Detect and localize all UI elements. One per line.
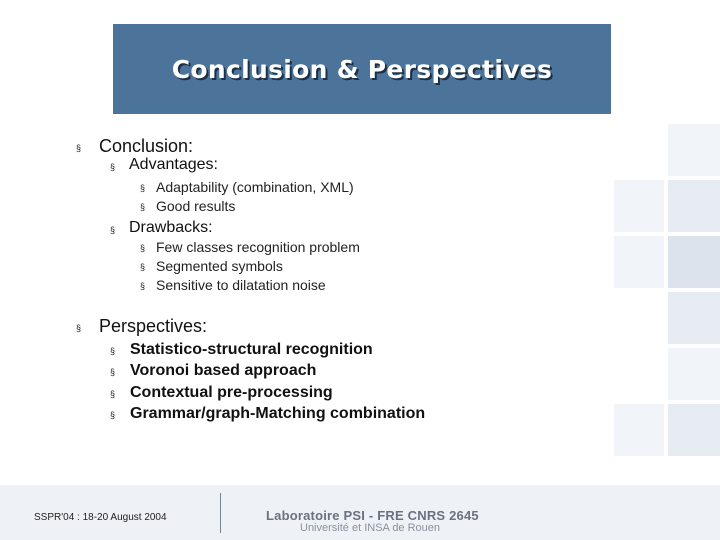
decorative-square <box>668 236 720 288</box>
bullet-icon: § <box>110 225 116 235</box>
slide-title: Conclusion & Perspectives <box>171 54 553 84</box>
decorative-square <box>614 180 664 232</box>
drawbacks-heading: Drawbacks: <box>129 219 213 236</box>
decorative-square <box>668 292 720 344</box>
bullet-icon: § <box>110 389 116 399</box>
drawback-item: Sensitive to dilatation noise <box>156 277 326 293</box>
decorative-square <box>668 348 720 400</box>
drawback-item: Few classes recognition problem <box>156 239 360 255</box>
bullet-icon: § <box>140 281 146 291</box>
decorative-square <box>668 404 720 456</box>
footer-divider <box>220 493 221 533</box>
bullet-icon: § <box>110 346 116 356</box>
lab-logo <box>266 508 479 536</box>
bullet-icon: § <box>110 410 116 420</box>
decorative-square <box>614 236 664 288</box>
lab-name: Laboratoire PSI - FRE CNRS 2645 <box>266 508 479 523</box>
bullet-icon: § <box>140 262 146 272</box>
perspectives-heading: Perspectives: <box>99 316 208 336</box>
lab-subtitle: Université et INSA de Rouen <box>300 522 441 534</box>
perspective-item: Statistico-structural recognition <box>130 341 373 358</box>
bullet-icon: § <box>76 143 82 153</box>
decorative-square <box>668 180 720 232</box>
bullet-icon: § <box>140 202 146 212</box>
perspective-item: Contextual pre-processing <box>130 384 333 401</box>
advantages-heading: Advantages: <box>129 156 218 173</box>
bullet-icon: § <box>140 183 146 193</box>
advantage-item: Adaptability (combination, XML) <box>156 179 354 195</box>
bullet-icon: § <box>110 367 116 377</box>
decorative-square <box>614 404 664 456</box>
perspective-item: Grammar/graph-Matching combination <box>130 405 426 422</box>
perspective-item: Voronoi based approach <box>130 362 317 379</box>
title-banner <box>113 24 611 114</box>
advantage-item: Good results <box>156 198 236 214</box>
bullet-icon: § <box>140 243 146 253</box>
bullet-icon: § <box>110 162 116 172</box>
drawback-item: Segmented symbols <box>156 258 283 274</box>
footer-conference-date: SSPR'04 : 18-20 August 2004 <box>34 512 167 523</box>
conclusion-heading: Conclusion: <box>99 136 194 156</box>
bullet-icon: § <box>76 323 82 333</box>
decorative-square <box>668 124 720 176</box>
